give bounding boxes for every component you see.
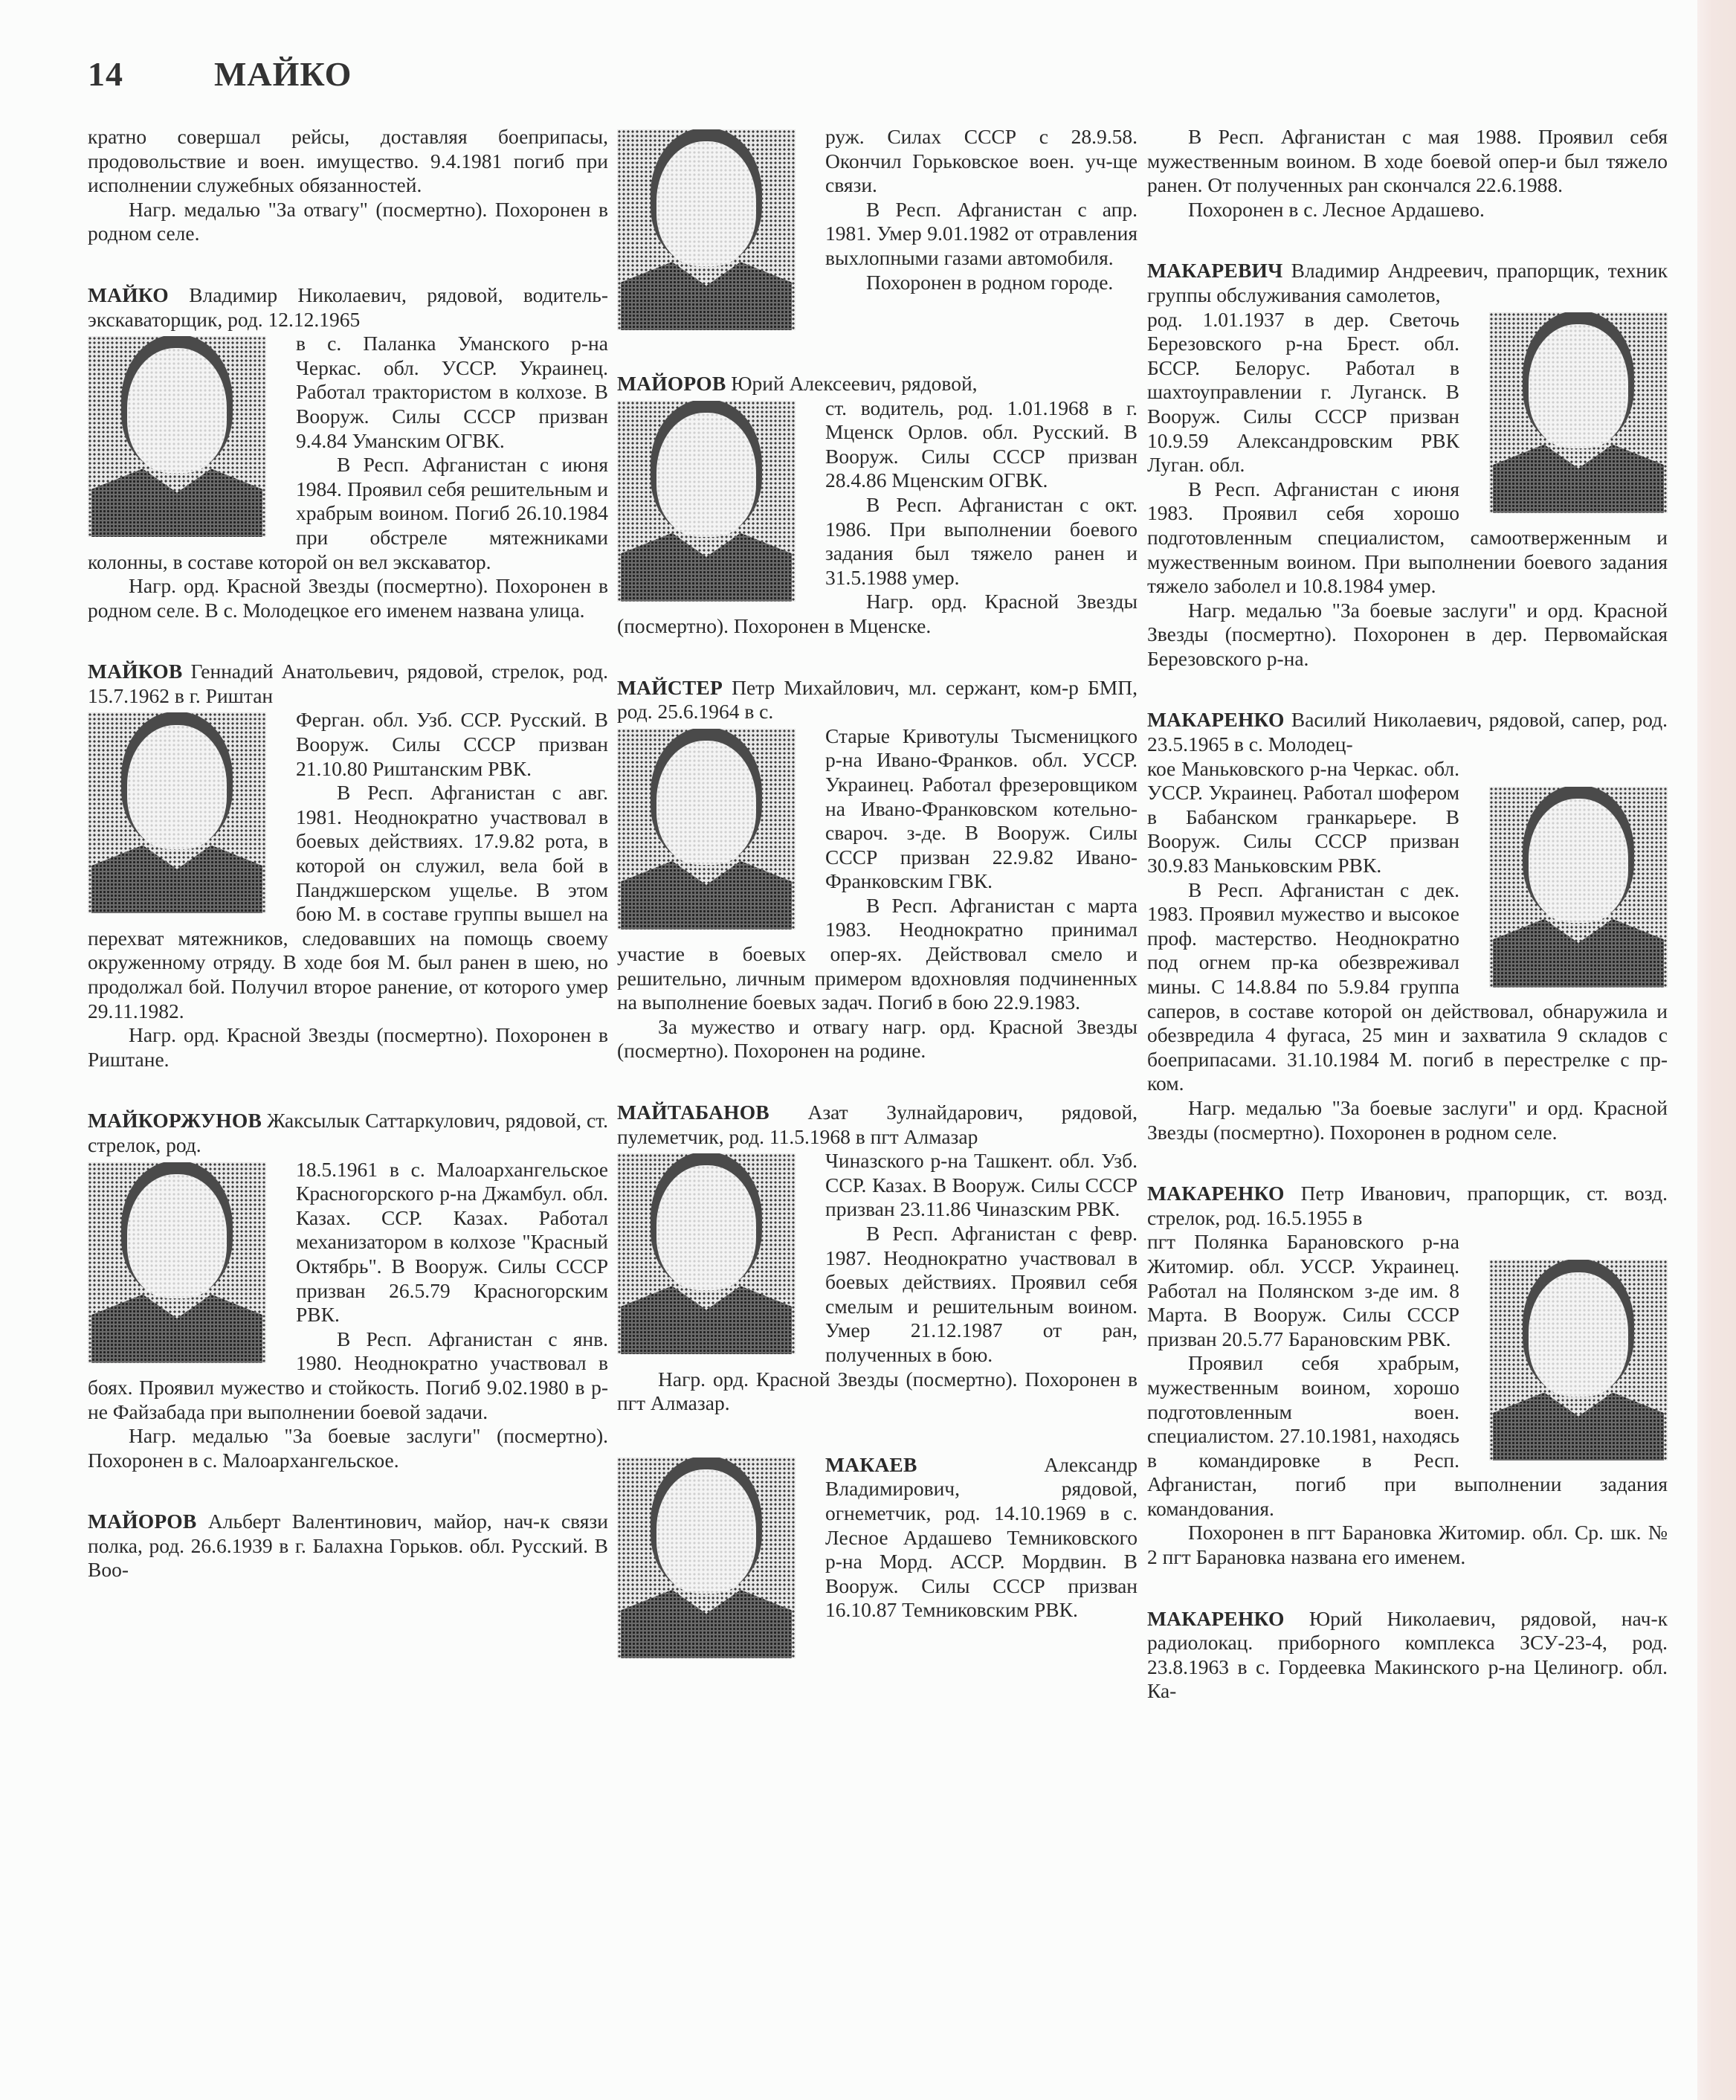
entry-paragraph: кратно совершал рейсы, доставляя боеприпасы, продовольствие и воен. имущество. 9.4.1981 погиб при исполнении служебных обязанностей. [88, 125, 608, 197]
entry-lead: Василий Николаевич, рядовой, сапер, род. 23.5.1965 в с. Молодец- [1147, 708, 1668, 756]
entry-maiorov-yuri [617, 372, 1138, 639]
entry-paragraph: Чиназского р-на Ташкент. обл. Узб. ССР. Казах. В Вооруж. Силы СССР призван 23.11.86 Чиназским РВК. [825, 1149, 1138, 1221]
entry-maikorzhunov [88, 1109, 608, 1472]
entry-lead: Жаксылык Саттаркулович, рядовой, ст. стрелок, род. [88, 1109, 608, 1156]
entry-paragraph: Нагр. медалью "За боевые заслуги" и орд. Красной Звезды (посмертно). Похоронен в родном селе. [1147, 1095, 1668, 1144]
entry-lead: Владимир Николаевич, рядовой, водитель-экскаваторщик, род. 12.12.1965 [88, 283, 608, 331]
entry-paragraph: Нагр. медалью "За боевые заслуги" (посмертно). Похоронен в с. Малоархангельское. [88, 1424, 608, 1472]
entry-paragraph: Нагр. орд. Красной Звезды (посмертно). Похоронен в родном селе. В с. Молодецкое его именем названа улица. [88, 574, 608, 622]
entry-paragraph: В Респ. Афганистан с марта 1983. Неоднократно принимал участие в боевых опер-ях. Действовал смело и решительно, личным примером вдохновляя подчиненных на выполнение боевых задач. Погиб в бою 22.9.1983. [617, 893, 1138, 1014]
portrait-photo [88, 712, 266, 913]
entry-lead: Юрий Алексеевич, рядовой, [726, 372, 978, 395]
entry-surname: МАКАРЕНКО [1147, 1182, 1285, 1205]
entry-paragraph: ст. водитель, род. 1.01.1968 в г. Мценск Орлов. обл. Русский. В Вооруж. Силы СССР призван 28.4.86 Мценским ОГВК. [825, 396, 1138, 492]
running-head [88, 54, 352, 95]
entry-lead: Петр Михайлович, мл. сержант, ком-р БМП, род. 25.6.1964 в с. [617, 675, 1138, 724]
entry-surname: МАЙСТЕР [617, 675, 723, 699]
portrait-photo [1489, 1260, 1668, 1460]
entry-makarevich [1147, 259, 1668, 671]
portrait-photo [617, 401, 796, 602]
entry-lead: Александр Владимирович, рядовой, огнеметчик, род. 14.10.1969 в с. Лесное Ардашево Темниковского р-на Морд. АССР. Мордвин. В Вооруж. Силы СССР призван 16.10.87 Темниковским РВК. [825, 1452, 1138, 1622]
entry-surname: МАЙКОВ [88, 660, 183, 683]
entry-continued [1147, 125, 1668, 222]
entry-paragraph: Похоронен в родном городе. [866, 270, 1114, 294]
portrait-photo [617, 129, 796, 330]
entry-surname: МАЙОРОВ [88, 1510, 197, 1533]
entry-makarenko-petr [1147, 1182, 1668, 1570]
portrait-photo [617, 1458, 796, 1658]
column-3 [1147, 125, 1668, 1741]
entry-surname: МАКАЕВ [825, 1452, 917, 1476]
portrait-photo [88, 1162, 266, 1363]
entry-lead: Петр Иванович, прапорщик, ст. возд. стрелок, род. 16.5.1955 в [1147, 1182, 1668, 1229]
entry-paragraph: В Респ. Афганистан с дек. 1983. Проявил мужество и высокое проф. мастерство. Неоднократно под огнем пр-ка обезвреживал мины. С 14.8.84 по 5.9.84 группа саперов, в составе которой он действовал, обнаружила и обезвредила 4 фугаса, 25 мин и захватила 9 складов с боеприпасами. 31.10.1984 М. погиб в перестрелке с пр-ком. [1147, 877, 1668, 1095]
entry-paragraph: Ферган. обл. Узб. ССР. Русский. В Вооруж. Силы СССР призван 21.10.80 Риштанским РВК. [296, 708, 608, 780]
entry-paragraph: пгт Полянка Барановского р-на Житомир. обл. УССР. Украинец. Работал на Полянском з-де им. 8 Марта. В Вооруж. Силы СССР призван 20.5.77 Барановским РВК. [1147, 1230, 1459, 1350]
column-2 [617, 125, 1138, 1700]
entry-paragraph: Нагр. медалью "За отвагу" (посмертно). Похоронен в родном селе. [88, 197, 608, 245]
entry-paragraph: руж. Силах СССР с 28.9.58. Окончил Горьковское воен. уч-ще связи. [825, 125, 1138, 197]
entry-paragraph: В Респ. Афганистан с авг. 1981. Неоднократно участвовал в боевых действиях. 17.9.82 рота, в которой он служил, вела бой в Панджшерском ущелье. В этом бою М. в составе группы вышел на перехват мятежников, следовавших на помощь своему окруженному отряду. В ходе боя М. был ранен в шею, но продолжал бой. Получил второе ранение, от которого умер 29.11.1982. [88, 781, 608, 1022]
entry-surname: МАКАРЕНКО [1147, 1606, 1285, 1630]
entry-paragraph: Похоронен в пгт Барановка Житомир. обл. Ср. шк. № 2 пгт Барановка названа его именем. [1147, 1521, 1668, 1569]
portrait-photo [617, 729, 796, 930]
entry-paragraph: Нагр. орд. Красной Звезды (посмертно). Похоронен в Риштане. [88, 1023, 608, 1071]
entry-paragraph: род. 1.01.1937 в дер. Светочь Березовского р-на Брест. обл. БССР. Белорус. Работал в шахтоуправлении г. Луганск. В Вооруж. Силы СССР призван 10.9.59 Александровским РВК Луган. обл. [1147, 307, 1459, 477]
entry-paragraph: В Респ. Афганистан с июня 1983. Проявил себя хорошо подготовленным специалистом, самоотверженным и мужественным воином. При выполнении боевого задания тяжело заболел и 10.8.1984 умер. [1147, 477, 1668, 598]
column-1 [88, 125, 608, 1620]
entry-surname: МАЙКО [88, 283, 169, 306]
entry-surname: МАЙОРОВ [617, 372, 726, 395]
entry-paragraph: В Респ. Афганистан с февр. 1987. Неоднократно участвовал в боевых действиях. Проявил себя смелым и решительным воином. Умер 21.12.1987 от ран, полученных в бою. [825, 1222, 1138, 1366]
entry-paragraph: В Респ. Афганистан с апр. 1981. Умер 9.01.1982 от отравления выхлопными газами автомобиля. [825, 197, 1138, 269]
entry-paragraph: Нагр. медалью "За боевые заслуги" и орд. Красной Звезды (посмертно). Похоронен в дер. Первомайская Березовского р-на. [1147, 598, 1668, 670]
entry-paragraph: В Респ. Афганистан с окт. 1986. При выполнении боевого задания был тяжело ранен и 31.5.1988 умер. [825, 492, 1138, 589]
entry-surname: МАКАРЕВИЧ [1147, 259, 1283, 283]
entry-surname: МАЙКОРЖУНОВ [88, 1109, 262, 1133]
entry-makarenko-vasily [1147, 708, 1668, 1144]
entry-paragraph: кое Маньковского р-на Черкас. обл. УССР. Украинец. Работал шофером в Бабанском гранкарьере. В Вооруж. Силы СССР призван 30.9.83 Маньковским РВК. [1147, 756, 1459, 877]
portrait-photo [617, 1153, 796, 1354]
entry-surname: МАКАРЕНКО [1147, 708, 1285, 732]
entry-continued [617, 125, 1138, 335]
entry-paragraph: В Респ. Афганистан с мая 1988. Проявил себя мужественным воином. В ходе боевой опер-и был тяжело ранен. От полученных ран скончался 22.6.1988. [1147, 125, 1668, 197]
page-number: 14 [88, 55, 123, 93]
portrait-photo [1489, 312, 1668, 513]
entry-paragraph: Старые Кривотулы Тысменицкого р-на Ивано-Франков. обл. УССР. Украинец. Работал фрезеровщиком на Ивано-Франковском котельно-свароч. з-де. В Вооруж. Силы СССР призван 22.9.82 Ивано-Франковским ГВК. [825, 724, 1138, 893]
entry-paragraph: Нагр. орд. Красной Звезды (посмертно). Похоронен в пгт Алмазар. [617, 1367, 1138, 1415]
entry-paragraph: 18.5.1961 в с. Малоархангельское Красногорского р-на Джамбул. обл. Казах. ССР. Казах. Работал механизатором в колхозе "Красный Октябрь". В Вооруж. Силы СССР призван 26.5.79 Красногорским РВК. [296, 1157, 608, 1327]
entry-maister [617, 676, 1138, 1064]
entry-maitabanov [617, 1101, 1138, 1416]
entry-maikov [88, 660, 608, 1072]
portrait-photo [1489, 787, 1668, 988]
entry-lead: Альберт Валентинович, майор, нач-к связи полка, род. 26.6.1939 в г. Балахна Горьков. обл. Русский. В Воо- [88, 1510, 608, 1582]
entry-makarenko-yuri [1147, 1607, 1668, 1704]
entry-paragraph: За мужество и отвагу нагр. орд. Красной Звезды (посмертно). Похоронен на родине. [617, 1014, 1138, 1063]
entry-paragraph: Нагр. орд. Красной Звезды (посмертно). Похоронен в Мценске. [617, 590, 1138, 637]
entry-paragraph: в с. Паланка Уманского р-на Черкас. обл. УССР. Украинец. Работал трактористом в колхозе. В Вооруж. Силы СССР призван 9.4.84 Уманским ОГВК. [296, 332, 608, 452]
entry-continued [88, 125, 608, 246]
entry-paragraph: Проявил себя храбрым, мужественным воином, хорошо подготовленным воен. специалистом. 27.10.1981, находясь в командировке в Респ. Афганистан, погиб при выполнении задания командования. [1147, 1351, 1668, 1520]
entry-surname: МАЙТАБАНОВ [617, 1101, 769, 1124]
portrait-photo [88, 336, 266, 537]
entry-maiorov-albert [88, 1510, 608, 1582]
entry-makaev [617, 1453, 1138, 1663]
entry-lead: Юрий Николаевич, рядовой, нач-к радиолокац. приборного комплекса ЗСУ-23-4, род. 23.8.1963 в с. Гордеевка Макинского р-на Целиногр. обл. Ка- [1147, 1606, 1668, 1703]
entry-maiko [88, 283, 608, 622]
entry-lead: Геннадий Анатольевич, рядовой, стрелок, род. 15.7.1962 в г. Риштан [88, 660, 608, 707]
entry-lead: Владимир Андреевич, прапорщик, техник группы обслуживания самолетов, [1147, 259, 1668, 306]
page-edge-stripe [1697, 0, 1736, 2100]
entry-paragraph: В Респ. Афганистан с янв. 1980. Неоднократно участвовал в боях. Проявил мужество и стойкость. Погиб 9.02.1980 в р-не Файзабада при выполнении боевой задачи. [88, 1327, 608, 1423]
entry-paragraph: В Респ. Афганистан с июня 1984. Проявил себя решительным и храбрым воином. Погиб 26.10.1984 при обстреле мятежниками колонны, в составе которой он вел экскаватор. [88, 453, 608, 573]
entry-paragraph: Похоронен в с. Лесное Ардашево. [1188, 197, 1485, 221]
entry-lead: Азат Зулнайдарович, рядовой, пулеметчик, род. 11.5.1968 в пгт Алмазар [617, 1101, 1138, 1148]
running-head-title: МАЙКО [214, 55, 352, 93]
